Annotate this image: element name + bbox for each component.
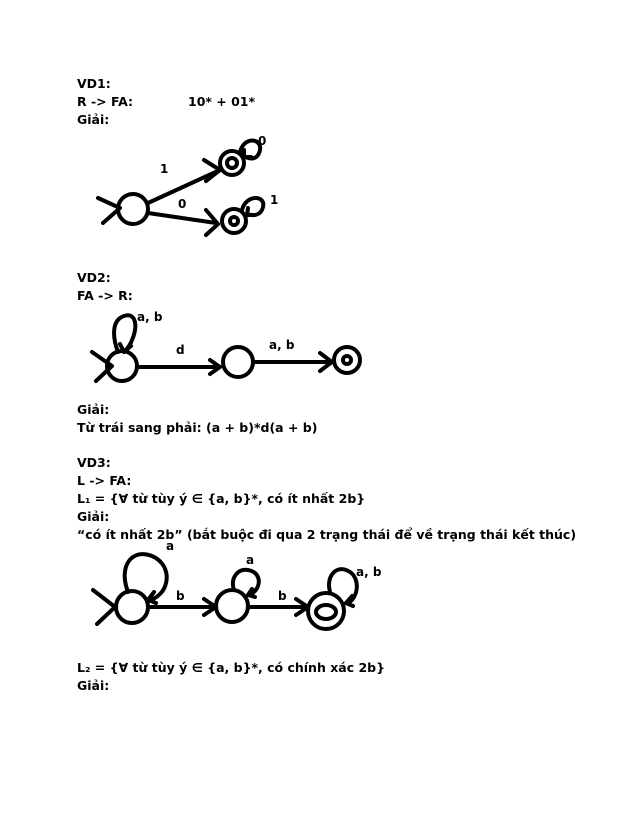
vd3-final-state-inner (316, 605, 336, 619)
vd2-label-d: d (176, 343, 185, 357)
vd3-loop-a-1 (125, 554, 167, 600)
vd1-solution-label: Giải: (77, 112, 110, 127)
vd2-task: FA -> R: (77, 288, 133, 303)
vd2-title: VD2: (77, 270, 111, 285)
vd3-start-arrow (93, 590, 115, 624)
vd3-task: L -> FA: (77, 473, 132, 488)
vd2-label-ab: a, b (269, 338, 295, 352)
vd3-solution-label-2: Giải: (77, 678, 110, 693)
vd3-middle-state (216, 590, 248, 622)
vd3-title: VD3: (77, 455, 111, 470)
vd3-note: “có ít nhất 2b” (bắt buộc đi qua 2 trạng thái để về trạng thái kết thúc) (77, 527, 577, 542)
vd2-label-loop: a, b (137, 310, 163, 324)
vd3-l1-definition: L₁ = {∀ từ tùy ý ∈ {a, b}*, có ít nhất 2b} (77, 491, 366, 506)
vd1-label-loop-0: 0 (258, 134, 267, 148)
vd3-label-a-2: a (246, 553, 255, 567)
vd1-task: R -> FA: (77, 94, 133, 109)
vd3-solution-label-1: Giải: (77, 509, 110, 524)
vd1-label-loop-1: 1 (270, 193, 279, 207)
vd3-l2-definition: L₂ = {∀ từ tùy ý ∈ {a, b}*, có chính xác 2b} (77, 660, 386, 675)
vd3-label-b-1: b (176, 589, 185, 603)
vd3-label-ab: a, b (356, 565, 382, 579)
vd2-answer: Từ trái sang phải: (a + b)*d(a + b) (77, 420, 318, 435)
vd3-final-state (308, 593, 344, 629)
vd3-label-b-2: b (278, 589, 287, 603)
vd3-label-a-1: a (166, 539, 175, 553)
vd1-expression: 10* + 01* (188, 94, 256, 109)
vd3-start-state (116, 591, 148, 623)
vd1-label-0: 0 (178, 197, 187, 211)
vd2-solution-label: Giải: (77, 402, 110, 417)
vd1-label-1: 1 (160, 162, 169, 176)
vd1-title: VD1: (77, 76, 111, 91)
